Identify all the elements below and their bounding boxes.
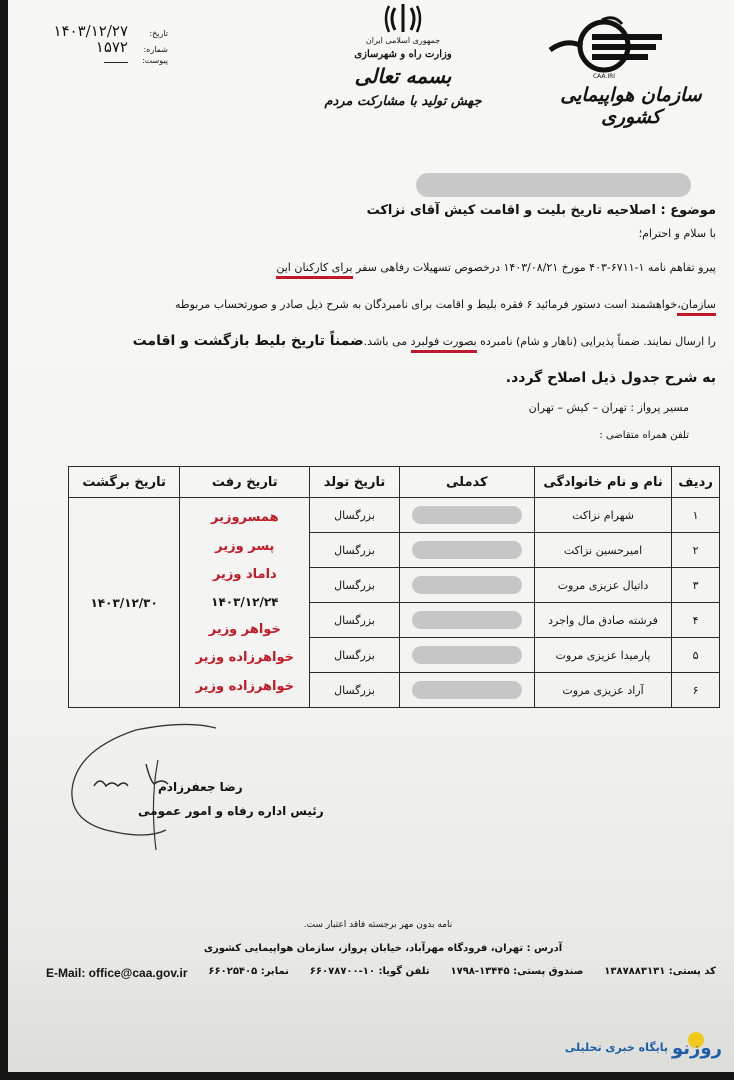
relation-annotation: خواهرزاده وزیر (195, 650, 295, 666)
highlight-fullboard: بصورت فولبرد (411, 335, 477, 353)
passenger-name: داتیال عزیزی مروت (534, 568, 671, 603)
paragraph-3-bold: ضمناً تاریخ بلیط بازگشت و اقامت (132, 333, 364, 349)
national-id-cell (399, 603, 534, 638)
header-birth-date: تاریخ تولد (310, 467, 399, 498)
caa-wing-emblem-icon (546, 10, 666, 80)
organization-name: سازمان هواپیمایی کشوری (560, 84, 702, 128)
relation-annotation: خواهرزاده وزیر (195, 678, 295, 694)
national-id-cell (399, 568, 534, 603)
po-box: صندوق پستی: ۱۳۴۴۵-۱۷۹۸ (450, 966, 584, 977)
passenger-name: امیرحسین نزاکت (534, 533, 671, 568)
letter-subject: موضوع : اصلاحیه تاریخ بلیت و اقامت کیش آقای نزاکت (366, 203, 716, 218)
national-id-redaction (412, 541, 522, 559)
year-slogan: جهش تولید با مشارکت مردم (324, 94, 482, 109)
departure-cell (180, 498, 310, 708)
postal-code: کد پستی: ۱۳۸۷۸۸۳۱۳۱ (604, 966, 716, 977)
paragraph-1 (36, 261, 716, 274)
header-return-date: تاریخ برگشت (69, 467, 180, 498)
ministry-header (313, 0, 493, 145)
number-label: شماره: (143, 45, 168, 54)
national-id-redaction (412, 611, 522, 629)
relation-annotation: خواهر وزیر (208, 621, 281, 637)
header-departure-date: تاریخ رفت (180, 467, 310, 498)
attachment-label: پیوست: (141, 56, 168, 65)
highlight-organization: سازمان، (677, 298, 716, 316)
birth-cell: بزرگسال (310, 638, 399, 673)
attachment-value (104, 62, 128, 63)
footer-contacts (46, 966, 716, 980)
national-id-cell (399, 498, 534, 533)
passenger-name: پارمیدا عزیزی مروت (534, 638, 671, 673)
birth-cell: بزرگسال (310, 533, 399, 568)
paragraph-4: به شرح جدول ذیل اصلاح گردد. (505, 370, 716, 386)
paragraph-3 (36, 333, 716, 349)
birth-cell: بزرگسال (310, 498, 399, 533)
phone-number: تلفن گویا: ۱۰-۶۶۰۷۸۷۰۰ (309, 966, 430, 977)
header-row-number: ردیف (672, 467, 720, 498)
national-id-redaction (412, 646, 522, 664)
roozno-logo-icon (672, 1032, 722, 1062)
paragraph-3-tail: می باشد. (363, 335, 411, 348)
national-id-redaction (412, 681, 522, 699)
highlight-staff: برای کارکنان این (276, 261, 352, 279)
iran-emblem-icon (383, 2, 423, 36)
national-id-cell (399, 673, 534, 708)
bottom-border (0, 1072, 734, 1080)
letter-page (8, 0, 734, 1072)
route-label: مسیر پرواز : (630, 401, 689, 414)
passenger-table (68, 466, 720, 708)
relation-annotation: داماد وزیر (212, 567, 277, 583)
paragraph-1-text: پیرو تفاهم نامه ۱-۶۷۱۱-۴۰۳ مورخ ۱۴۰۳/۰۸/۲۱ درخصوص تسهیلات رفاهی سفر (352, 261, 716, 274)
paragraph-2 (36, 298, 716, 311)
header-national-id: کدملی (399, 467, 534, 498)
applicant-phone: تلفن همراه متقاضی : (599, 430, 689, 441)
header-full-name: نام و نام خانوادگی (534, 467, 671, 498)
signer-title: رئیس اداره رفاه و امور عمومی (138, 804, 324, 818)
paragraph-2-text: خواهشمند است دستور فرمائید ۶ فقره بلیط و اقامت برای نامبردگان به شرح ذیل صادر و صورتحساب مربوطه (174, 298, 678, 311)
country-name: جمهوری اسلامی ایران (365, 36, 441, 45)
passenger-name: شهرام نزاکت (534, 498, 671, 533)
date-value: ۱۴۰۳/۱۲/۲۷ (53, 22, 128, 40)
ministry-name: وزارت راه و شهرسازی (354, 49, 452, 60)
number-value: ۱۵۷۲ (95, 38, 128, 56)
passenger-name: آراد عزیزی مروت (534, 673, 671, 708)
stamp-note: نامه بدون مهر برجسته فاقد اعتبار ست. (303, 920, 453, 930)
relation-annotation: پسر وزیر (215, 538, 275, 554)
bismillah: بسمه تعالی (354, 64, 452, 88)
birth-cell: بزرگسال (310, 603, 399, 638)
svg-text:CAA.IRI: CAA.IRI (592, 73, 616, 80)
letter-greeting: با سلام و احترام؛ (638, 227, 716, 240)
recipient-redaction (416, 173, 691, 197)
row-number: ۴ (672, 603, 720, 638)
return-date: ۱۴۰۳/۱۲/۳۰ (69, 498, 180, 708)
relation-annotation: همسروزیر (211, 510, 279, 526)
national-id-redaction (412, 576, 522, 594)
passenger-name: فرشته صادق مال واجرد (534, 603, 671, 638)
watermark-logo-text: روزنو (672, 1038, 722, 1059)
row-number: ۳ (672, 568, 720, 603)
national-id-cell (399, 533, 534, 568)
table-header-row (69, 467, 720, 498)
watermark-caption: پایگاه خبری تحلیلی (564, 1040, 668, 1054)
row-number: ۱ (672, 498, 720, 533)
caa-logo (556, 10, 706, 128)
email-address: E-Mail: office@caa.gov.ir (46, 966, 188, 980)
table-row (69, 498, 720, 533)
signer-name: رضا جعفرزادم (158, 780, 243, 794)
date-label: تاریخ: (149, 29, 168, 38)
national-id-cell (399, 638, 534, 673)
news-watermark (565, 1032, 722, 1062)
fax-number: نمابر: ۶۶۰۲۵۴۰۵ (208, 966, 289, 977)
row-number: ۲ (672, 533, 720, 568)
departure-date: ۱۴۰۳/۱۲/۲۴ (211, 595, 279, 610)
row-number: ۵ (672, 638, 720, 673)
paragraph-3-text: را ارسال نمایند. ضمناً پذیرایی (ناهار و شام) نامبرده (476, 335, 716, 348)
footer-address: آدرس : تهران، فرودگاه مهرآباد، خیابان پرواز، سازمان هواپیمایی کشوری (203, 943, 563, 954)
national-id-redaction (412, 506, 522, 524)
route-value: تهران – کیش – تهران (528, 401, 627, 414)
birth-cell: بزرگسال (310, 673, 399, 708)
birth-cell: بزرگسال (310, 568, 399, 603)
letter-meta (38, 22, 168, 70)
flight-route (529, 401, 689, 414)
row-number: ۶ (672, 673, 720, 708)
